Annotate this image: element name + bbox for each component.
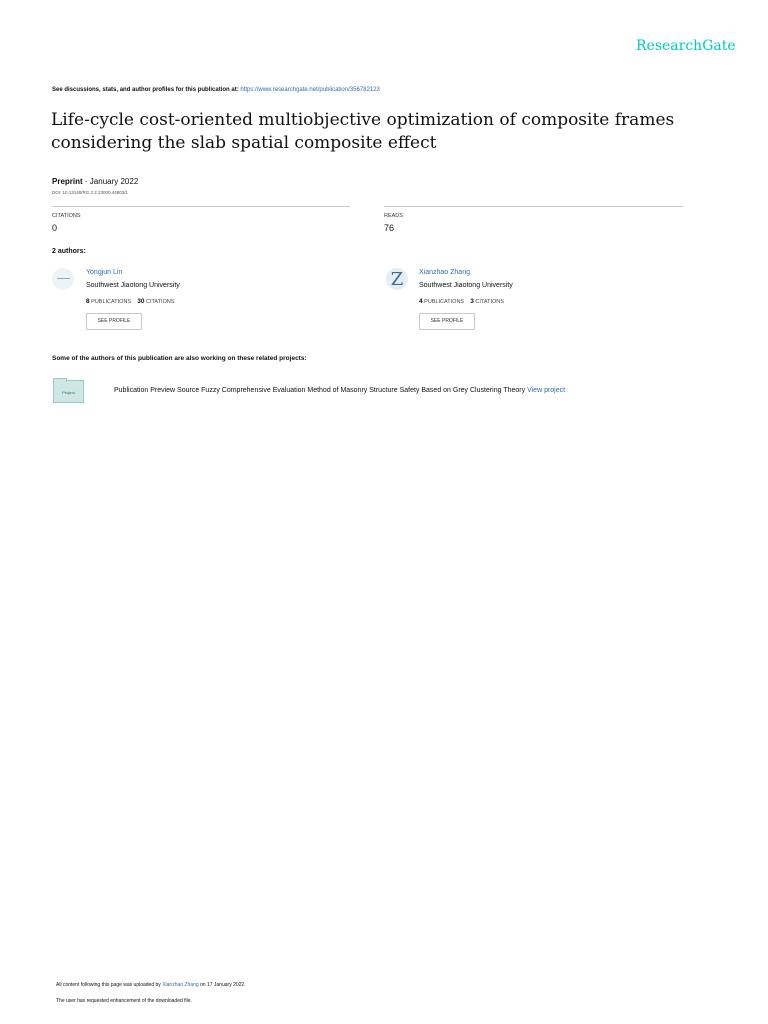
title-line-2: considering the slab spatial composite effect — [51, 133, 437, 153]
publication-date: · January 2022 — [84, 177, 139, 186]
citations-value: 0 — [52, 223, 58, 233]
request-note: The user has requested enhancement of the downloaded file. — [56, 998, 192, 1004]
publication-url-link[interactable]: https://www.researchgate.net/publication/356782123 — [240, 87, 380, 93]
publication-doi: DOI: 10.13140/RG.2.2.23000.44803/1 — [52, 190, 129, 195]
publication-type: Preprint — [52, 177, 83, 186]
publication-title — [51, 109, 731, 155]
publications-label: PUBLICATIONS — [91, 299, 132, 305]
project-description: Publication Preview Source Fuzzy Comprehensive Evaluation Method of Masonry Structure Safety Based on Grey Clustering Theory — [114, 387, 526, 394]
title-line-1: Life-cycle cost-oriented multiobjective optimization of composite frames — [51, 110, 675, 130]
reads-label: READS — [384, 213, 403, 219]
discussion-line — [52, 87, 380, 93]
upload-prefix: All content following this page was uploaded by — [56, 982, 161, 988]
authors-heading: 2 authors: — [52, 248, 86, 255]
project-folder-icon: Project — [53, 380, 84, 403]
author-stats — [419, 298, 504, 305]
upload-note — [56, 982, 246, 988]
divider-reads — [384, 206, 683, 207]
discussion-text: See discussions, stats, and author profiles for this publication at: — [52, 87, 239, 93]
see-profile-button[interactable]: SEE PROFILE — [419, 313, 475, 330]
reads-value: 76 — [384, 223, 395, 233]
divider-citations — [52, 206, 350, 207]
publication-type-date — [52, 177, 138, 186]
publications-count: 8 — [86, 298, 90, 305]
citations-label: CITATIONS — [475, 299, 504, 305]
citations-label: CITATIONS — [145, 299, 175, 305]
related-project — [114, 387, 565, 394]
view-project-link[interactable]: View project — [527, 387, 566, 394]
avatar[interactable] — [52, 268, 74, 290]
researchgate-logo[interactable]: ResearchGate — [636, 38, 736, 54]
related-projects-heading: Some of the authors of this publication are also working on these related projects: — [52, 355, 307, 362]
see-profile-button[interactable]: SEE PROFILE — [86, 313, 142, 330]
author-name-link[interactable]: Yongjun Lin — [86, 269, 123, 276]
author-stats — [86, 298, 175, 305]
upload-date: on 17 January 2022. — [200, 982, 246, 988]
avatar[interactable]: Z — [386, 268, 408, 290]
publications-count: 4 — [419, 298, 423, 305]
citations-count: 30 — [137, 298, 145, 305]
citations-count: 3 — [470, 298, 474, 305]
publications-label: PUBLICATIONS — [424, 299, 465, 305]
citations-label: CITATIONS — [52, 213, 81, 219]
author-institution: Southwest Jiaotong University — [419, 282, 513, 289]
author-name-link[interactable]: Xianzhao Zhang — [419, 269, 470, 276]
author-institution: Southwest Jiaotong University — [86, 282, 180, 289]
uploader-link[interactable]: Xianzhao Zhang — [162, 982, 199, 988]
